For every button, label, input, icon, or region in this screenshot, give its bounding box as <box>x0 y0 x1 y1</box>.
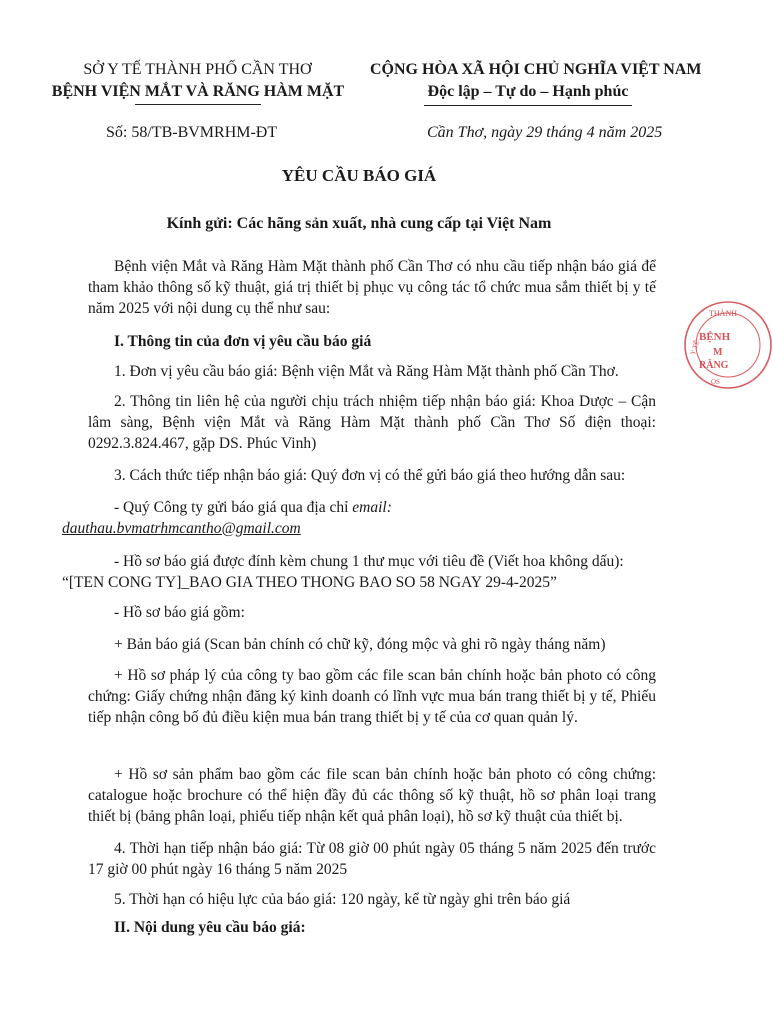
email-prefix: - Quý Công ty gửi báo giá qua địa chỉ <box>114 499 353 516</box>
section2-heading: II. Nội dung yêu cầu báo giá: <box>114 919 306 936</box>
stamp-text-rim2: OS <box>711 378 720 386</box>
dossier-item-1: + Bản báo giá (Scan bản chính có chữ kỹ, đóng mộc và ghi rõ ngày tháng năm) <box>114 636 606 653</box>
folder-note-text: - Hồ sơ báo giá được đính kèm chung 1 thư mục với tiêu đề (Viết hoa không dấu): <box>114 553 624 570</box>
dossier-item-3: + Hồ sơ sản phẩm bao gồm các file scan bản chính hoặc bản photo có công chứng: catalogue hoặc brochure có thể hiện đầy đủ các thông số kỹ thuật, hồ sơ phân loại trang thiết bị (bảng phân loại, phiếu tiếp nhận kết quả phân loại), hồ sơ kỹ thuật của thiết bị. <box>88 766 656 825</box>
item-3: 3. Cách thức tiếp nhận báo giá: Quý đơn vị có thể gửi báo giá theo hướng dẫn sau: <box>114 467 626 484</box>
document-number: Số: 58/TB-BVMRHM-ĐT <box>106 124 278 141</box>
hospital-name: BỆNH VIỆN MẮT VÀ RĂNG HÀM MẶT <box>51 83 345 100</box>
document-date: Cần Thơ, ngày 29 tháng 4 năm 2025 <box>427 124 663 141</box>
official-stamp <box>683 300 773 390</box>
email-instruction <box>62 497 656 539</box>
header-left-divider <box>135 104 261 105</box>
item-4: 4. Thời hạn tiếp nhận báo giá: Từ 08 giờ 00 phút ngày 05 tháng 5 năm 2025 đến trước 17 giờ 00 phút ngày 16 tháng 5 năm 2025 <box>88 840 656 878</box>
stamp-text-top: THÀNH <box>709 309 737 318</box>
folder-title: “[TEN CONG TY]_BAO GIA THEO THONG BAO SO 58 NGAY 29-4-2025” <box>62 574 557 591</box>
dossier-label: - Hồ sơ báo giá gồm: <box>114 604 245 621</box>
email-link[interactable]: dauthau.bvmatrhmcantho@gmail.com <box>62 520 301 537</box>
national-title: CỘNG HÒA XÃ HỘI CHỦ NGHĨA VIỆT NAM <box>370 61 702 78</box>
stamp-text-mid2: M <box>713 347 723 358</box>
document-title: YÊU CẦU BÁO GIÁ <box>281 166 437 185</box>
stamp-text-rim: Y TẾ <box>688 339 702 357</box>
header-right-divider <box>424 105 632 106</box>
stamp-text-mid: BỆNH <box>699 331 731 343</box>
email-label: email: <box>352 499 392 516</box>
section1-heading: I. Thông tin của đơn vị yêu cầu báo giá <box>114 333 372 350</box>
recipient-line: Kính gửi: Các hãng sản xuất, nhà cung cấp tại Việt Nam <box>166 215 552 232</box>
folder-note <box>62 551 656 593</box>
item-1: 1. Đơn vị yêu cầu báo giá: Bệnh viện Mắt và Răng Hàm Mặt thành phố Cần Thơ. <box>114 363 619 380</box>
intro-paragraph: Bệnh viện Mắt và Răng Hàm Mặt thành phố Cần Thơ có nhu cầu tiếp nhận báo giá để tham khảo thông số kỹ thuật, giá trị thiết bị phục vụ công tác tổ chức mua sắm thiết bị y tế năm 2025 với nội dung cụ thể như sau: <box>88 258 656 317</box>
department-name: SỞ Y TẾ THÀNH PHỐ CẦN THƠ <box>83 61 312 78</box>
dossier-item-2: + Hồ sơ pháp lý của công ty bao gồm các file scan bản chính hoặc bản photo có công chứng: Giấy chứng nhận đăng ký kinh doanh có lĩnh vực mua bán trang thiết bị y tế, Phiếu tiếp nhận công bố đủ điều kiện mua bán trang thiết bị y tế của cơ quan quản lý. <box>88 667 656 726</box>
item-2: 2. Thông tin liên hệ của người chịu trách nhiệm tiếp nhận báo giá: Khoa Dược – Cận lâm sàng, Bệnh viện Mắt và Răng Hàm Mặt thành phố Cần Thơ Số điện thoại: 0292.3.824.467, gặp DS. Phúc Vinh) <box>88 393 656 452</box>
item-5: 5. Thời hạn có hiệu lực của báo giá: 120 ngày, kể từ ngày ghi trên báo giá <box>114 891 571 908</box>
national-motto: Độc lập – Tự do – Hạnh phúc <box>427 83 629 100</box>
stamp-text-bottom: RĂNG <box>699 360 729 371</box>
